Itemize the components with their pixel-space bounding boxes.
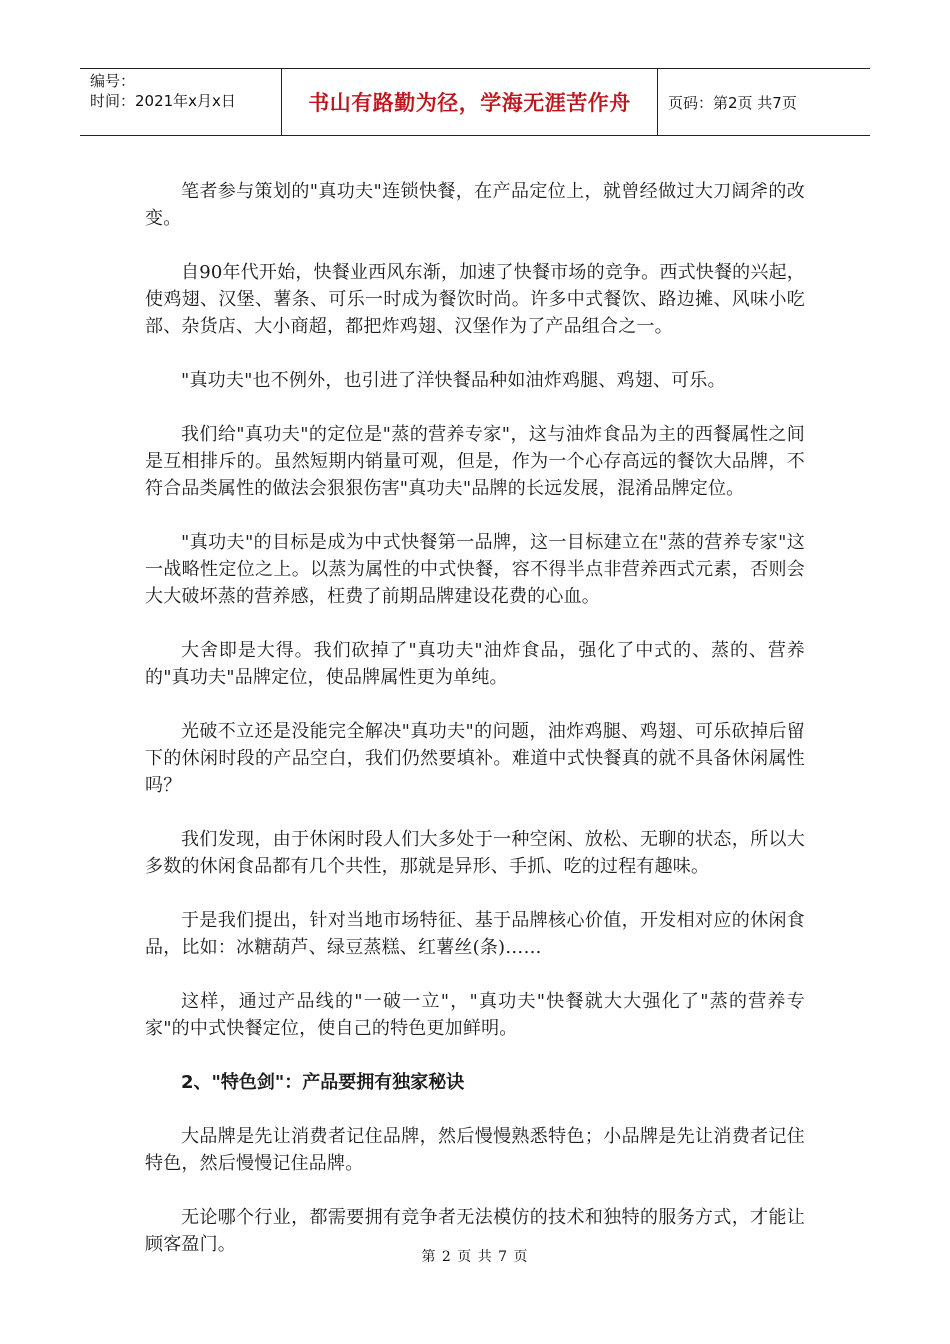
page-footer: 第 2 页 共 7 页	[421, 1249, 529, 1265]
header-meta	[80, 69, 282, 135]
header-time: 时间：2021年x月x日	[90, 92, 236, 110]
paragraph: 这样，通过产品线的"一破一立"，"真功夫"快餐就大大强化了"蒸的营养专家"的中式快餐定位，使自己的特色更加鲜明。	[145, 991, 805, 1039]
paragraph: 我们给"真功夫"的定位是"蒸的营养专家"，这与油炸食品为主的西餐属性之间是互相排斥的。虽然短期内销量可观，但是，作为一个心存高远的餐饮大品牌，不符合品类属性的做法会狠狠伤害"真功夫"品牌的长远发展，混淆品牌定位。	[145, 424, 805, 499]
document-body	[145, 178, 805, 1285]
paragraph: 光破不立还是没能完全解决"真功夫"的问题，油炸鸡腿、鸡翅、可乐砍掉后留下的休闲时段的产品空白，我们仍然要填补。难道中式快餐真的就不具备休闲属性吗？	[145, 721, 805, 796]
paragraph: 我们发现，由于休闲时段人们大多处于一种空闲、放松、无聊的状态，所以大多数的休闲食品都有几个共性，那就是异形、手抓、吃的过程有趣味。	[145, 829, 805, 877]
header-page-number: 页码：第2页 共7页	[668, 93, 797, 112]
section-heading: 2、"特色剑"：产品要拥有独家秘诀	[181, 1072, 465, 1093]
paragraph: "真功夫"的目标是成为中式快餐第一品牌，这一目标建立在"蒸的营养专家"这一战略性定位之上。以蒸为属性的中式快餐，容不得半点非营养西式元素，否则会大大破坏蒸的营养感，枉费了前期品牌建设花费的心血。	[145, 532, 805, 607]
page-header	[80, 68, 870, 136]
paragraph: 笔者参与策划的"真功夫"连锁快餐，在产品定位上，就曾经做过大刀阔斧的改变。	[145, 181, 805, 229]
header-number: 编号：	[90, 72, 136, 90]
paragraph: 自90年代开始，快餐业西风东渐，加速了快餐市场的竞争。西式快餐的兴起，使鸡翅、汉堡、薯条、可乐一时成为餐饮时尚。许多中式餐饮、路边摊、风味小吃部、杂货店、大小商超，都把炸鸡翅、汉堡作为了产品组合之一。	[145, 262, 805, 337]
paragraph: "真功夫"也不例外，也引进了洋快餐品种如油炸鸡腿、鸡翅、可乐。	[181, 370, 726, 391]
paragraph: 无论哪个行业，都需要拥有竞争者无法模仿的技术和独特的服务方式，才能让顾客盈门。	[145, 1207, 805, 1255]
header-motto: 书山有路勤为径，学海无涯苦作舟	[282, 69, 658, 135]
paragraph: 于是我们提出，针对当地市场特征、基于品牌核心价值，开发相对应的休闲食品，比如：冰糖葫芦、绿豆蒸糕、红薯丝(条)……	[145, 910, 805, 958]
paragraph: 大品牌是先让消费者记住品牌，然后慢慢熟悉特色；小品牌是先让消费者记住特色，然后慢慢记住品牌。	[145, 1126, 805, 1174]
paragraph: 大舍即是大得。我们砍掉了"真功夫"油炸食品，强化了中式的、蒸的、营养的"真功夫"品牌定位，使品牌属性更为单纯。	[145, 640, 805, 688]
